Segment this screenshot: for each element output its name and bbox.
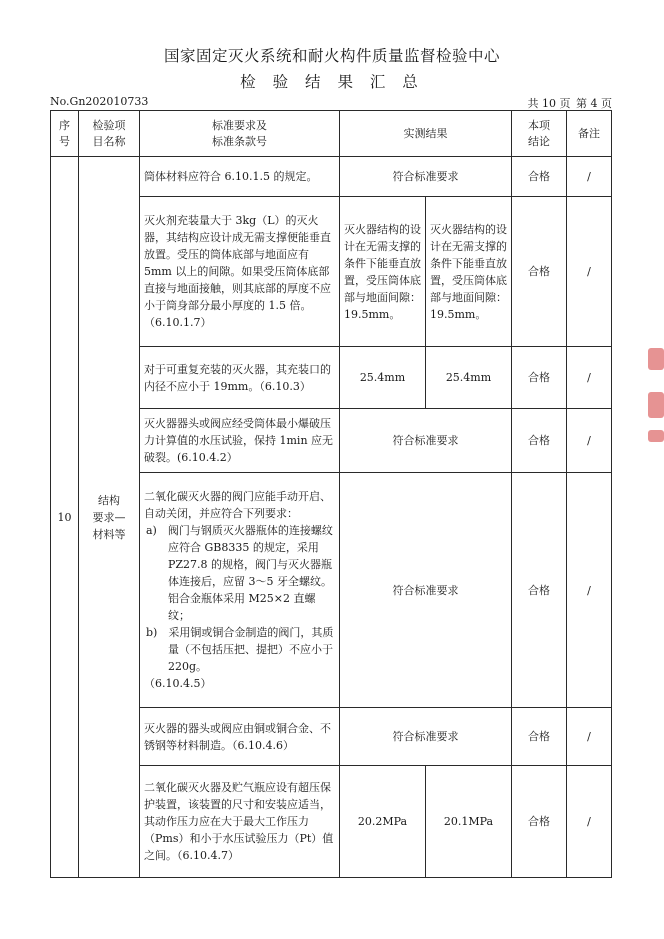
doc-number: No.Gn202010733: [50, 95, 149, 108]
table-row: [51, 157, 612, 197]
requirement-intro: 二氧化碳灭火器的阀门应能手动开启、自动关闭，并应符合下列要求：: [144, 490, 331, 520]
col-conclusion-header: 本项 结论: [512, 111, 567, 157]
requirement-item-a: a) 阀门与钢质灭火器瓶体的连接螺纹应符合 GB8335 的规定，采用 PZ27.8 的规格，阀门与灭火器瓶体连接后，应留 3～5 牙全螺纹。铝合金瓶体采用 M25×2 直螺纹；: [146, 524, 333, 622]
seal-fragment-top: [648, 348, 664, 370]
remark-text: /: [567, 157, 612, 197]
conclusion-text: 合格: [512, 473, 567, 708]
requirement-text: 筒体材料应符合 6.10.1.5 的规定。: [140, 157, 340, 197]
col-remark-header: 备注: [567, 111, 612, 157]
remark-text: /: [567, 708, 612, 766]
col-item-header: 检验项 目名称: [79, 111, 140, 157]
page-info: [526, 95, 613, 111]
result-text: 符合标准要求: [340, 157, 512, 197]
requirement-text: 灭火剂充装量大于 3kg（L）的灭火器，其结构应设计成无需支撑便能垂直放置。受压的筒体底部与地面应有 5mm 以上的间隙。如果受压筒体底部直接与地面接触，则其底部的厚度不应小于筒身部分最小厚度的 1.5 倍。（6.10.1.7）: [140, 197, 340, 347]
col-result-header: 实测结果: [340, 111, 512, 157]
table-header-row: [51, 111, 612, 157]
remark-text: /: [567, 409, 612, 473]
result-text: 符合标准要求: [340, 409, 512, 473]
conclusion-text: 合格: [512, 197, 567, 347]
page-total: 共 10 页: [527, 97, 571, 110]
remark-text: /: [567, 766, 612, 878]
remark-text: /: [567, 347, 612, 409]
remark-text: /: [567, 197, 612, 347]
col-seq-header: 序 号: [51, 111, 79, 157]
result-text: 符合标准要求: [340, 473, 512, 708]
result-sample-a: 20.2MPa: [340, 766, 426, 878]
seal-fragment-bottom: [648, 430, 664, 442]
result-sample-a: 灭火器结构的设计在无需支撑的条件下能垂直放置，受压筒体底部与地面间隙：19.5mm。: [340, 197, 426, 347]
requirement-text: 灭火器的器头或阀应由铜或铜合金、不锈钢等材料制造。（6.10.4.6）: [140, 708, 340, 766]
result-sample-a: 25.4mm: [340, 347, 426, 409]
conclusion-text: 合格: [512, 766, 567, 878]
requirement-text: 二氧化碳灭火器及贮气瓶应设有超压保护装置，该装置的尺寸和安装应适当，其动作压力应在大于最大工作压力（Pms）和小于水压试验压力（Pt）值之间。（6.10.4.7）: [140, 766, 340, 878]
requirement-clause: （6.10.4.5）: [144, 677, 212, 690]
conclusion-text: 合格: [512, 347, 567, 409]
remark-text: /: [567, 473, 612, 708]
requirement-text: 灭火器器头或阀应经受筒体最小爆破压力计算值的水压试验，保持 1min 应无破裂。(6.10.4.2）: [140, 409, 340, 473]
requirement-item-b: b) 采用铜或铜合金制造的阀门，其质量（不包括压把、提把）不应小于 220g。: [146, 626, 334, 673]
results-table: [50, 110, 612, 878]
conclusion-text: 合格: [512, 157, 567, 197]
org-title: 国家固定灭火系统和耐火构件质量监督检验中心: [163, 47, 500, 65]
result-sample-b: 灭火器结构的设计在无需支撑的条件下能垂直放置，受压筒体底部与地面间隙：19.5mm。: [426, 197, 512, 347]
result-text: 符合标准要求: [340, 708, 512, 766]
page-current: 第 4 页: [576, 97, 612, 110]
requirement-cell: [140, 473, 340, 708]
seal-fragment-middle: [648, 392, 664, 418]
col-std-header: 标准要求及 标准条款号: [140, 111, 340, 157]
conclusion-text: 合格: [512, 409, 567, 473]
item-name: 结构 要求— 材料等: [79, 157, 140, 878]
result-sample-b: 20.1MPa: [426, 766, 512, 878]
conclusion-text: 合格: [512, 708, 567, 766]
requirement-text: 对于可重复充装的灭火器，其充装口的内径不应小于 19mm。（6.10.3）: [140, 347, 340, 409]
doc-title: 检 验 结 果 汇 总: [240, 73, 424, 91]
result-sample-b: 25.4mm: [426, 347, 512, 409]
seq-number: 10: [51, 157, 79, 878]
